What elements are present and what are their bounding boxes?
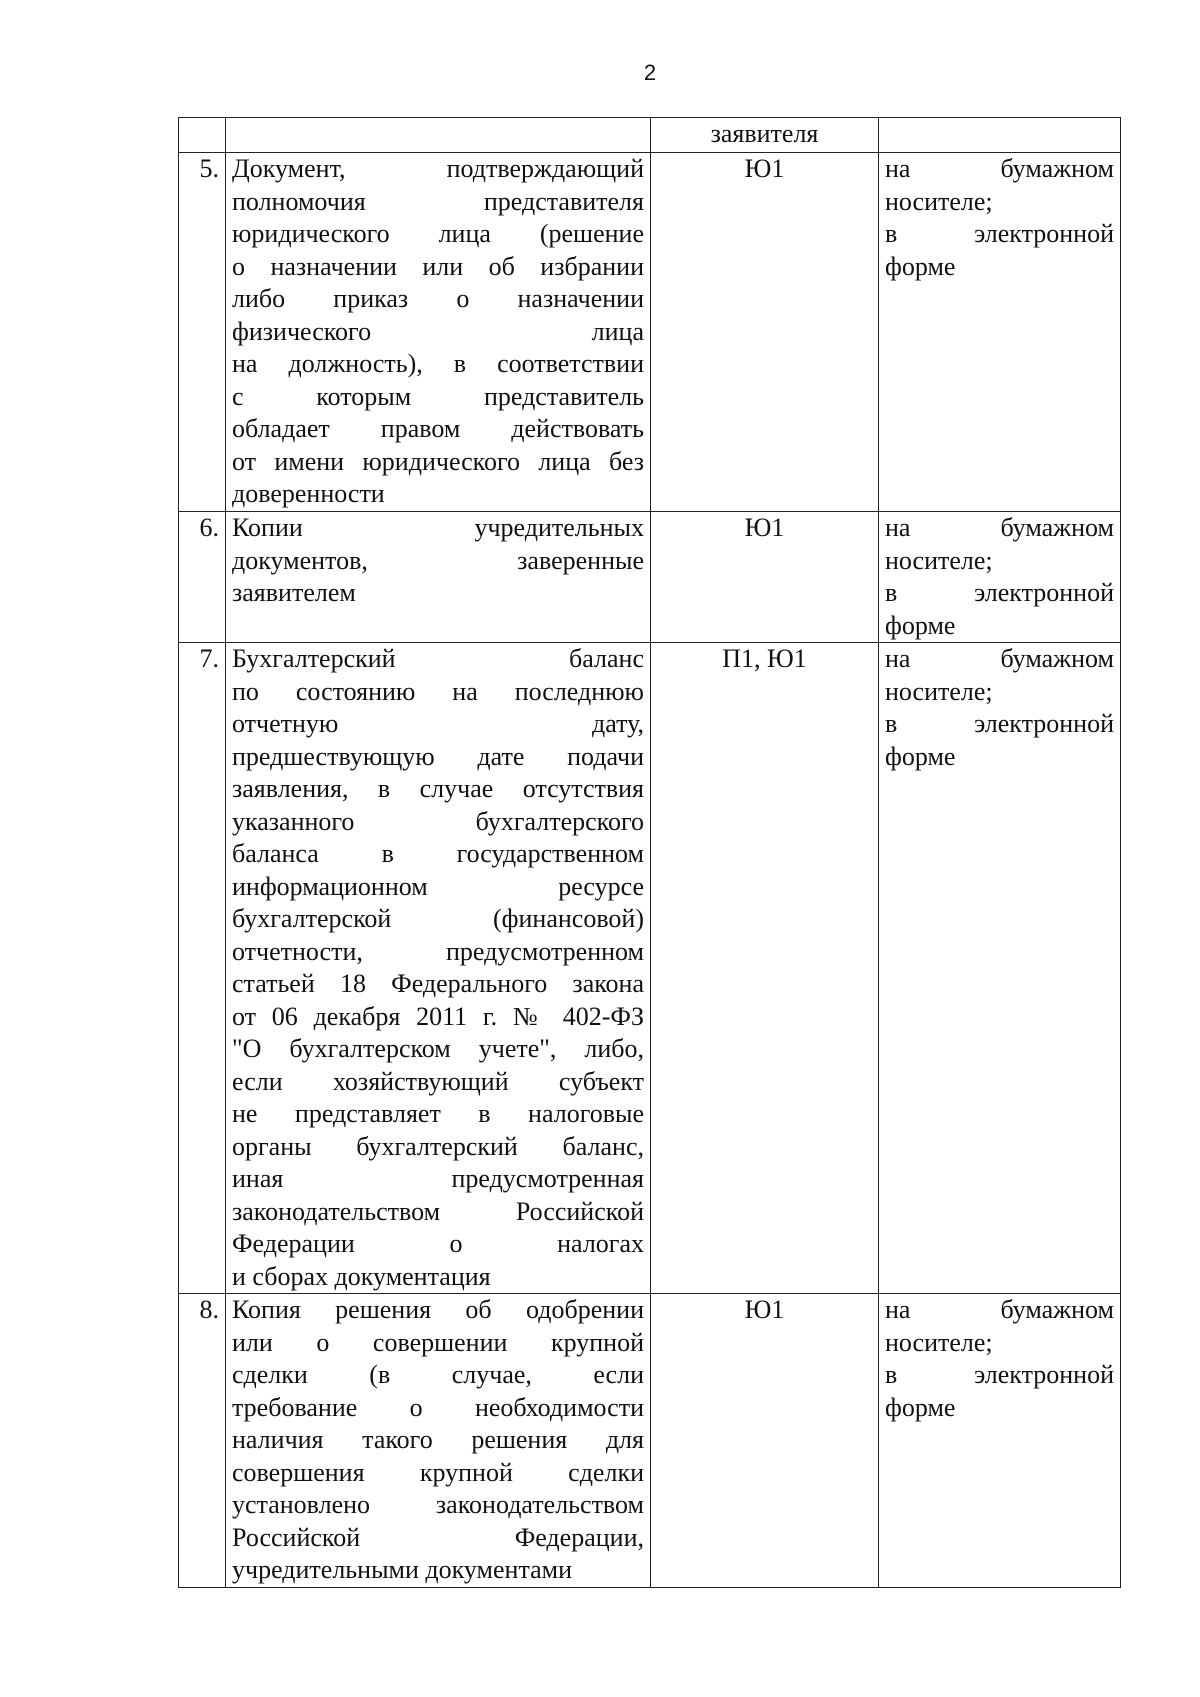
document-line: учредительными документами [232, 1555, 573, 1584]
document-line: не представляет в налоговые [232, 1099, 644, 1128]
cell-num: 6. [179, 512, 226, 643]
document-line: Федерации о налогах [232, 1229, 644, 1258]
document-line: полномочия представителя [232, 186, 644, 216]
document-line: отчетную дату, [232, 709, 644, 738]
document-line: бухгалтерской (финансовой) [232, 904, 644, 933]
cell-document [226, 512, 651, 643]
table-row-continuation [179, 118, 1121, 153]
document-line: по состоянию на последнюю [232, 676, 644, 706]
form-line: на бумажном [885, 513, 1114, 542]
document-line: законодательством Российской [232, 1196, 644, 1226]
document-line: от имени юридического лица без [232, 446, 644, 476]
cell-document [226, 1294, 651, 1588]
cell-num [179, 118, 226, 153]
document-line: "О бухгалтерском учете", либо, [232, 1034, 644, 1063]
document-line: совершения крупной сделки [232, 1457, 644, 1487]
form-line: форме [885, 741, 956, 771]
document-line: наличия такого решения для [232, 1425, 644, 1454]
cell-num: 5. [179, 153, 226, 512]
document-line: указанного бухгалтерского [232, 806, 644, 836]
document-line: информационном ресурсе [232, 871, 644, 901]
cell-category: Ю1 [651, 1294, 879, 1588]
document-line: доверенности [232, 479, 385, 508]
table-row [179, 153, 1121, 512]
document-line: установлено законодательством [232, 1490, 644, 1519]
documents-table [178, 117, 1121, 1588]
document-line: заявления, в случае отсутствия [232, 774, 644, 803]
document-line: Копия решения об одобрении [232, 1295, 644, 1324]
document-line: о назначении или об избрании [232, 251, 644, 281]
form-line: форме [885, 251, 956, 281]
document-line: статьей 18 Федерального закона [232, 969, 644, 998]
document-line: на должность), в соответствии [232, 349, 644, 378]
form-line: носителе; [885, 186, 993, 216]
cell-form [879, 153, 1121, 512]
document-line: сделки (в случае, если [232, 1360, 644, 1389]
cell-num: 7. [179, 643, 226, 1294]
document-line: от 06 декабря 2011 г. № 402-ФЗ [232, 1001, 644, 1031]
table-row [179, 512, 1121, 643]
document-line: юридического лица (решение [232, 219, 644, 248]
document-line: Документ, подтверждающий [232, 154, 644, 183]
cell-category: заявителя [651, 118, 879, 153]
document-line: Российской Федерации, [232, 1522, 644, 1552]
cell-form [879, 1294, 1121, 1588]
form-line: форме [885, 1392, 956, 1422]
form-line: на бумажном [885, 154, 1114, 183]
cell-category: П1, Ю1 [651, 643, 879, 1294]
document-line: если хозяйствующий субъект [232, 1066, 644, 1096]
document-line: органы бухгалтерский баланс, [232, 1131, 644, 1161]
document-line: с которым представитель [232, 381, 644, 411]
document-line: заявителем [232, 578, 356, 607]
document-line: баланса в государственном [232, 839, 644, 868]
cell-document [226, 153, 651, 512]
document-line: документов, заверенные [232, 545, 644, 575]
document-line: либо приказ о назначении [232, 284, 644, 313]
document-line: физического лица [232, 316, 644, 346]
cell-form [879, 512, 1121, 643]
document-line: Копии учредительных [232, 513, 644, 542]
form-line: носителе; [885, 545, 993, 575]
page-number: 2 [643, 60, 657, 85]
document-line: Бухгалтерский баланс [232, 644, 644, 673]
cell-document [226, 118, 651, 153]
table-row [179, 1294, 1121, 1588]
cell-document [226, 643, 651, 1294]
form-line: на бумажном [885, 1295, 1114, 1324]
form-line: в электронной [885, 219, 1114, 248]
table-row [179, 643, 1121, 1294]
cell-category: Ю1 [651, 153, 879, 512]
form-line: в электронной [885, 709, 1114, 738]
form-line: носителе; [885, 1327, 993, 1357]
form-line: носителе; [885, 676, 993, 706]
document-line: требование о необходимости [232, 1392, 644, 1422]
form-line: в электронной [885, 578, 1114, 607]
cell-form [879, 643, 1121, 1294]
document-line: иная предусмотренная [232, 1164, 644, 1193]
cell-category: Ю1 [651, 512, 879, 643]
form-line: форме [885, 610, 956, 640]
cell-form [879, 118, 1121, 153]
cell-num: 8. [179, 1294, 226, 1588]
document-line: отчетности, предусмотренном [232, 936, 644, 966]
document-line: или о совершении крупной [232, 1327, 644, 1357]
document-line: предшествующую дате подачи [232, 741, 644, 771]
document-line: обладает правом действовать [232, 414, 644, 443]
form-line: на бумажном [885, 644, 1114, 673]
form-line: в электронной [885, 1360, 1114, 1389]
document-line: и сборах документация [232, 1261, 491, 1291]
